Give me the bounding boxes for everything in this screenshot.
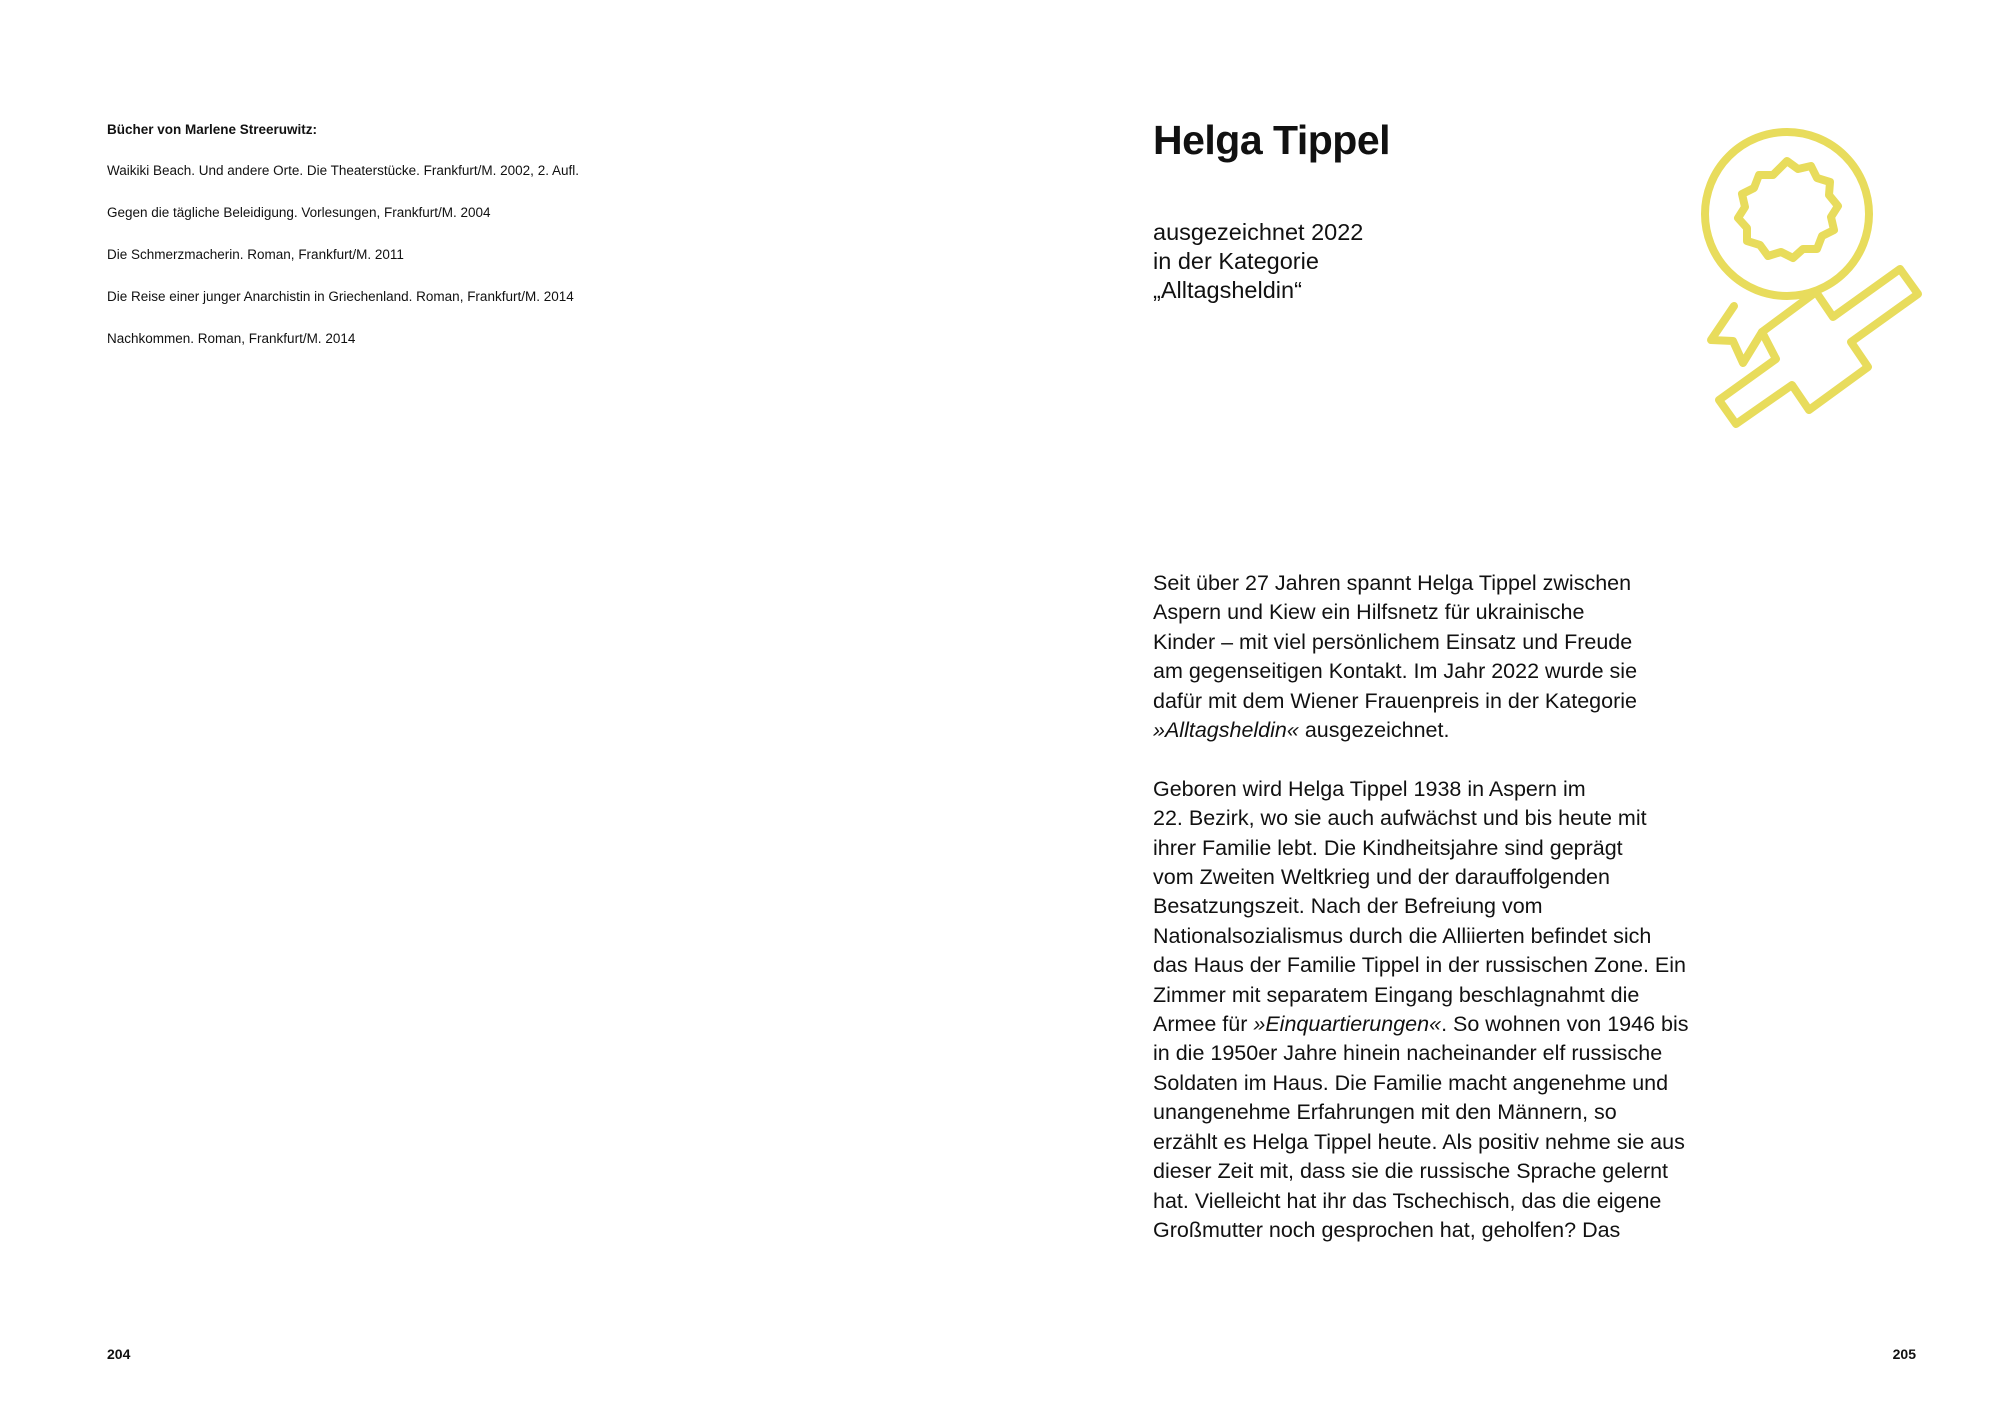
body-line: Besatzungszeit. Nach der Befreiung vom: [1153, 894, 1543, 919]
book-item: Die Reise einer junger Anarchistin in Griechenland. Roman, Frankfurt/M. 2014: [107, 289, 574, 304]
body-line: vom Zweiten Weltkrieg und der darauffolgenden: [1153, 865, 1610, 890]
body-line: Aspern und Kiew ein Hilfsnetz für ukrainische: [1153, 600, 1585, 625]
page-number-left: 204: [107, 1346, 131, 1362]
right-page: [1000, 0, 2000, 1412]
body-line: dafür mit dem Wiener Frauenpreis in der Kategorie: [1153, 688, 1637, 713]
body-line: Geboren wird Helga Tippel 1938 in Aspern im: [1153, 776, 1586, 801]
page-title: Helga Tippel: [1153, 117, 1391, 163]
body-line: in die 1950er Jahre hinein nacheinander elf russische: [1153, 1041, 1663, 1066]
body-line: [1153, 716, 1713, 745]
body-line: unangenehme Erfahrungen mit den Männern, so: [1153, 1100, 1617, 1125]
award-line: in der Kategorie: [1153, 248, 1319, 274]
body-line: erzählt es Helga Tippel heute. Als positiv nehme sie aus: [1153, 1129, 1685, 1154]
paragraph-gap: [1153, 745, 1713, 774]
body-line: 22. Bezirk, wo sie auch aufwächst und bis heute mit: [1153, 806, 1647, 831]
body-line: dieser Zeit mit, dass sie die russische Sprache gelernt: [1153, 1159, 1669, 1184]
body-line: am gegenseitigen Kontakt. Im Jahr 2022 wurde sie: [1153, 659, 1638, 684]
body-line: das Haus der Familie Tippel in der russischen Zone. Ein: [1153, 953, 1686, 978]
book-item: Die Schmerzmacherin. Roman, Frankfurt/M. 2011: [107, 247, 404, 262]
award-caption: [1153, 218, 1363, 305]
body-fragment: . So wohnen von 1946 bis: [1441, 1012, 1689, 1037]
page-number-right: 205: [1892, 1346, 1916, 1362]
book-item: Gegen die tägliche Beleidigung. Vorlesungen, Frankfurt/M. 2004: [107, 205, 491, 220]
award-line: ausgezeichnet 2022: [1153, 219, 1364, 245]
body-line: Seit über 27 Jahren spannt Helga Tippel zwischen: [1153, 571, 1632, 595]
body-line: Nationalsozialismus durch die Alliierten befindet sich: [1153, 923, 1652, 948]
body-fragment: Armee für: [1153, 1012, 1254, 1037]
body-line: hat. Vielleicht hat ihr das Tschechisch, das die eigene: [1153, 1188, 1662, 1213]
body-line: Kinder – mit viel persönlichem Einsatz und Freude: [1153, 629, 1633, 654]
body-line: [1153, 1010, 1713, 1039]
body-fragment: ausgezeichnet.: [1298, 718, 1450, 743]
body-line: ihrer Familie lebt. Die Kindheitsjahre sind geprägt: [1153, 835, 1623, 860]
body-line: Soldaten im Haus. Die Familie macht angenehme und: [1153, 1070, 1669, 1095]
book-item: Nachkommen. Roman, Frankfurt/M. 2014: [107, 331, 356, 346]
emphasis: »Einquartierungen«: [1253, 1012, 1442, 1037]
article-body: [1153, 569, 1713, 1245]
book-item: Waikiki Beach. Und andere Orte. Die Theaterstücke. Frankfurt/M. 2002, 2. Aufl.: [107, 163, 579, 178]
female-symbol-rosette-icon: [1690, 118, 1950, 468]
booklist-heading: Bücher von Marlene Streeruwitz:: [107, 122, 318, 137]
body-line: Großmutter noch gesprochen hat, geholfen? Das: [1153, 1217, 1621, 1242]
emphasis: »Alltagsheldin«: [1153, 718, 1299, 743]
award-line: „Alltagsheldin“: [1153, 277, 1302, 303]
booklist: [107, 121, 867, 372]
body-line: Zimmer mit separatem Eingang beschlagnahmt die: [1153, 982, 1640, 1007]
